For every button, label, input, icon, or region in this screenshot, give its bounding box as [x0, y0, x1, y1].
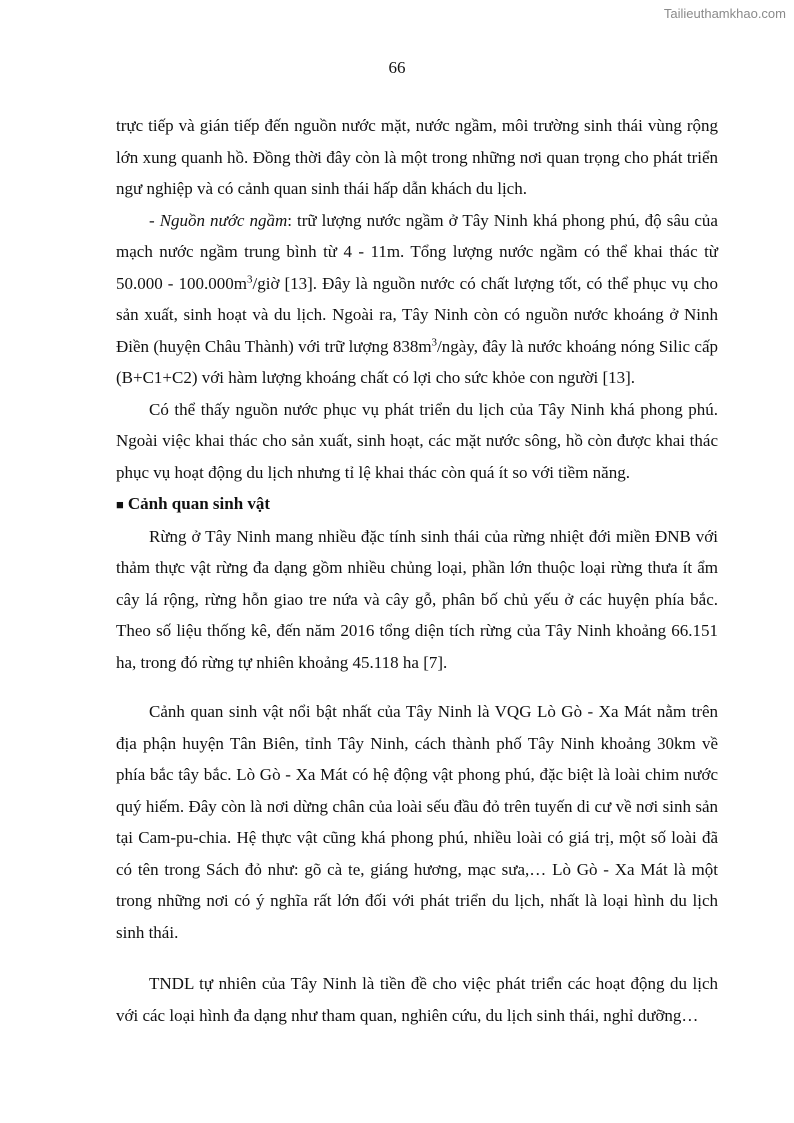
paragraph-text: /giờ [13]. Đây là nguồn nước có chất lượng tốt, có thể phục vụ cho sản xuất, sinh hoạt và du lịch. Ngoài ra, Tây Ninh còn có nguồn nước khoáng ở Ninh Điền (huyện Châu Thành) với trữ lượng 838m — [116, 273, 718, 356]
paragraph-prefix: - — [149, 210, 160, 230]
paragraph-6: TNDL tự nhiên của Tây Ninh là tiền đề cho việc phát triển các hoạt động du lịch với các loại hình đa dạng như tham quan, nghiên cứu, du lịch sinh thái, nghỉ dưỡng… — [116, 974, 718, 1025]
paragraph-groundwater — [116, 205, 718, 394]
paragraph-text: : trữ lượng nước ngầm ở Tây Ninh khá phong phú, độ sâu của mạch nước ngầm trung bình từ 4 - 11m. Tổng lượng nước ngầm có thể khai thác từ 50.000 - 100.000m — [116, 210, 718, 293]
groundwater-term: Nguồn nước ngầm — [159, 210, 288, 230]
paragraph-1: trực tiếp và gián tiếp đến nguồn nước mặt, nước ngầm, môi trường sinh thái vùng rộng lớn xung quanh hồ. Đồng thời đây còn là một trong những nơi quan trọng cho phát triển ngư nghiệp và có cảnh quan sinh thái hấp dẫn khách du lịch. — [116, 116, 718, 198]
paragraph-text: /ngày, đây là nước khoáng nóng Silic cấp (B+C1+C2) với hàm lượng khoáng chất có lợi cho sức khỏe con người [13]. — [116, 336, 718, 387]
superscript: 3 — [431, 335, 438, 348]
page-number: 66 — [388, 58, 406, 77]
superscript: 3 — [247, 272, 253, 285]
section-heading-text: Cảnh quan sinh vật — [127, 494, 271, 513]
square-bullet-icon: ■ — [116, 497, 124, 512]
section-heading — [116, 488, 718, 521]
document-body — [116, 110, 718, 1031]
paragraph-4: Rừng ở Tây Ninh mang nhiều đặc tính sinh thái của rừng nhiệt đới miền ĐNB với thảm thực vật rừng đa dạng gồm nhiều chủng loại, phần lớn thuộc loại rừng thưa ít ẩm cây lá rộng, rừng hỗn giao tre nứa và cây gỗ, phân bố chủ yếu ở các huyện phía bắc. Theo số liệu thống kê, đến năm 2016 tổng diện tích rừng của Tây Ninh khoảng 66.151 ha, trong đó rừng tự nhiên khoảng 45.118 ha [7]. — [116, 526, 718, 672]
paragraph-3: Có thể thấy nguồn nước phục vụ phát triển du lịch của Tây Ninh khá phong phú. Ngoài việc khai thác cho sản xuất, sinh hoạt, các mặt nước sông, hồ còn được khai thác phục vụ hoạt động du lịch nhưng tỉ lệ khai thác còn quá ít so với tiềm năng. — [116, 399, 718, 482]
paragraph-5: Cảnh quan sinh vật nổi bật nhất của Tây Ninh là VQG Lò Gò - Xa Mát nằm trên địa phận huyện Tân Biên, tỉnh Tây Ninh, cách thành phố Tây Ninh khoảng 30km về phía bắc tây bắc. Lò Gò - Xa Mát có hệ động vật phong phú, đặc biệt là loài chim nước quý hiếm. Đây còn là nơi dừng chân của loài sếu đầu đỏ trên tuyến di cư về nơi sinh sản tại Cam-pu-chia. Hệ thực vật cũng khá phong phú, nhiều loài có giá trị, một số loài đã có tên trong Sách đỏ như: gõ cà te, giáng hương, mạc sưa,… Lò Gò - Xa Mát là một trong những nơi có ý nghĩa rất lớn đối với phát triển du lịch, nhất là loại hình du lịch sinh thái. — [116, 702, 718, 942]
watermark: Tailieuthamkhao.com — [663, 6, 786, 21]
